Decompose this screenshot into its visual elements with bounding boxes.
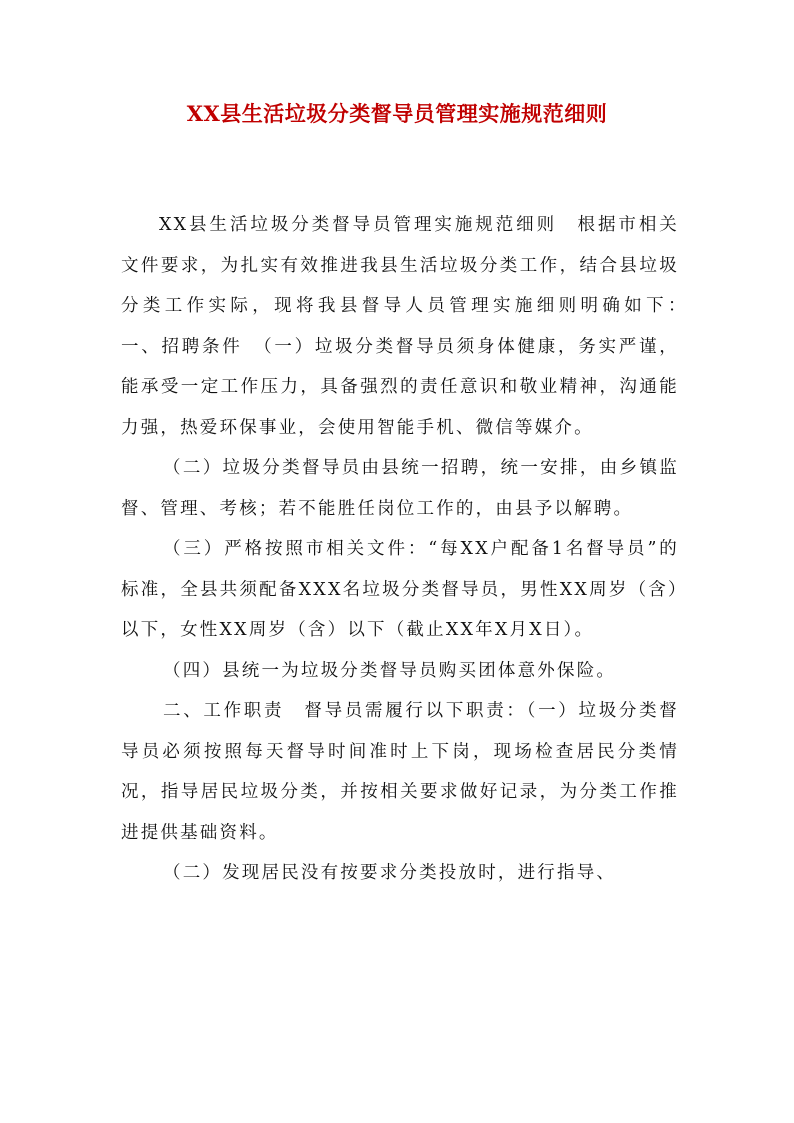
paragraph-work-duties: 二、工作职责 督导员需履行以下职责：（一）垃圾分类督导员必须按照每天督导时间准时上下岗，现场检查居民分类情况，指导居民垃圾分类，并按相关要求做好记录，为分类工作推进提供基础资料。: [121, 701, 679, 843]
paragraph-intro-recruitment-conditions: XX县生活垃圾分类督导员管理实施规范细则 根据市相关文件要求，为扎实有效推进我县生活垃圾分类工作，结合县垃圾分类工作实际，现将我县督导人员管理实施细则明确如下： 一、招聘条件 （一）垃圾分类督导员须身体健康，务实严谨，能承受一定工作压力，具备强烈的责任意识和敬业精神，沟通能力强，热爱环保事业，会使用智能手机、微信等媒介。: [121, 215, 699, 438]
document-body: [121, 205, 699, 894]
document-title: XX县生活垃圾分类督导员管理实施规范细则: [186, 101, 608, 126]
paragraph-staffing-standard: （三）严格按照市相关文件：“每XX户配备1名督导员”的标准，全县共须配备XXX名垃圾分类督导员，男性XX周岁（含）以下，女性XX周岁（含）以下（截止XX年X月X日）。: [121, 539, 679, 640]
paragraph-insurance: （四）县统一为垃圾分类督导员购买团体意外保险。: [163, 660, 617, 681]
paragraph-guidance-duty: （二）发现居民没有按要求分类投放时，进行指导、: [163, 863, 617, 883]
paragraph-recruitment-arrangement: （二）垃圾分类督导员由县统一招聘，统一安排，由乡镇监督、管理、考核；若不能胜任岗位工作的，由县予以解聘。: [121, 458, 679, 519]
